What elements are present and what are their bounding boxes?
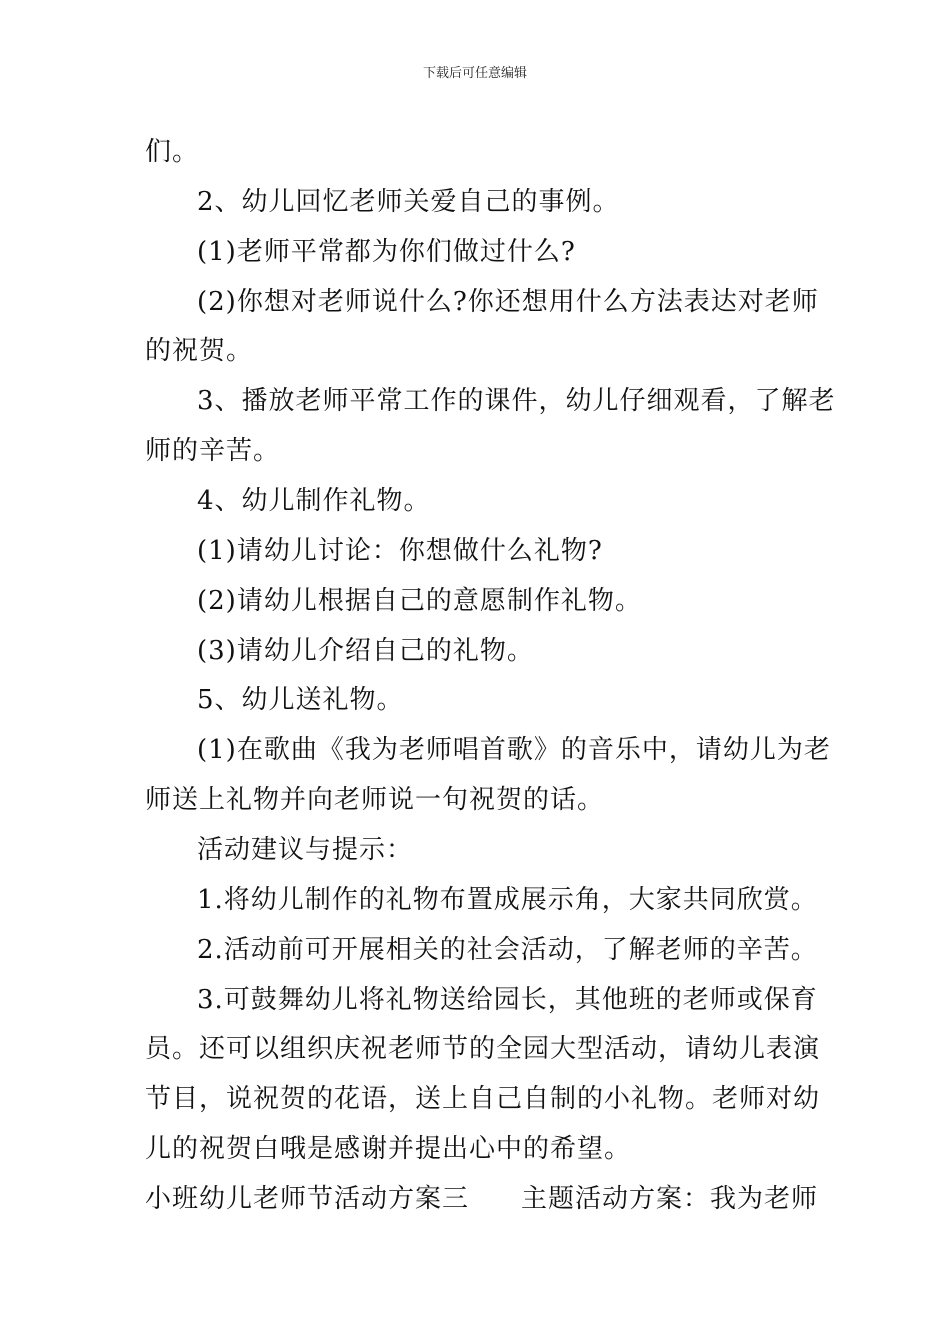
paragraph-line: 2.活动前可开展相关的社会活动，了解老师的辛苦。 <box>197 935 818 965</box>
paragraph-line: 的祝贺。 <box>145 336 254 366</box>
paragraph-line: 师送上礼物并向老师说一句祝贺的话。 <box>145 785 605 815</box>
section-subtitle: 主题活动方案：我为老师 <box>521 1184 819 1214</box>
paragraph-line: 师的辛苦。 <box>145 436 281 466</box>
paragraph-line: 4、幼儿制作礼物。 <box>197 486 431 516</box>
paragraph-line: (1)老师平常都为你们做过什么? <box>197 237 576 267</box>
paragraph-line: 节目，说祝贺的花语，送上自己自制的小礼物。老师对幼 <box>145 1084 821 1114</box>
page-header: 下载后可任意编辑 <box>422 66 527 81</box>
paragraph-line: 3.可鼓舞幼儿将礼物送给园长，其他班的老师或保育 <box>197 985 818 1015</box>
paragraph-line: 2、幼儿回忆老师关爱自己的事例。 <box>197 187 620 217</box>
paragraph-line: 员。还可以组织庆祝老师节的全园大型活动，请幼儿表演 <box>145 1034 821 1064</box>
paragraph-line: (3)请幼儿介绍自己的礼物。 <box>197 636 534 666</box>
paragraph-line: 活动建议与提示： <box>197 835 414 865</box>
paragraph-line: (2)请幼儿根据自己的意愿制作礼物。 <box>197 586 642 616</box>
paragraph-line: (1)在歌曲《我为老师唱首歌》的音乐中，请幼儿为老 <box>197 735 831 765</box>
paragraph-line: 5、幼儿送礼物。 <box>197 685 404 715</box>
paragraph-line: 1.将幼儿制作的礼物布置成展示角，大家共同欣赏。 <box>197 885 818 915</box>
paragraph-line: (1)请幼儿讨论：你想做什么礼物? <box>197 536 603 566</box>
paragraph-line: 儿的祝贺白哦是感谢并提出心中的希望。 <box>145 1134 632 1164</box>
section-heading-line <box>145 1182 818 1216</box>
paragraph-line: 们。 <box>145 137 200 167</box>
paragraph-line: 3、播放老师平常工作的课件，幼儿仔细观看，了解老 <box>197 386 836 416</box>
section-title: 小班幼儿老师节活动方案三 <box>145 1184 470 1214</box>
paragraph-line: (2)你想对老师说什么?你还想用什么方法表达对老师 <box>197 287 819 317</box>
